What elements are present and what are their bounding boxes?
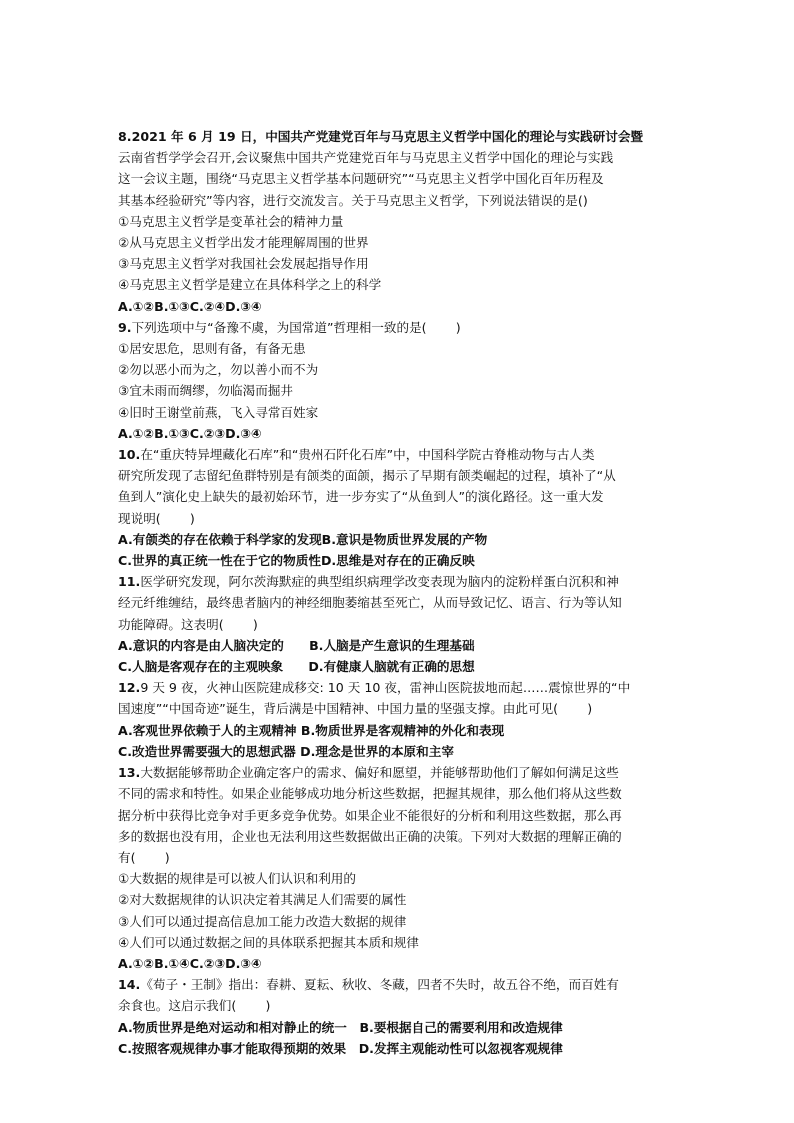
statement-item: ③马克思主义哲学对我国社会发展起指导作用 [118, 256, 369, 272]
question-number: 13. [118, 765, 141, 781]
question-8 [118, 126, 684, 317]
question-stem-line: 其基本经验研究”等内容，进行交流发言。关于马克思主义哲学，下列说法错误的是() [118, 192, 588, 208]
question-12 [118, 677, 684, 762]
option-row [118, 656, 684, 677]
question-13 [118, 762, 684, 974]
question-stem: 10.在“重庆特异埋藏化石库”和“贵州石阡化石库”中，中国科学院古脊椎动物与古人类 [118, 447, 595, 463]
option-c: C.按照客观规律办事才能取得预期的效果 [118, 1040, 347, 1056]
question-number: 11. [118, 574, 141, 590]
option-b: B.物质世界是客观精神的外化和表现 [300, 722, 505, 738]
question-stem-line: 功能障碍。这表明( ) [118, 616, 258, 632]
answer-choices: A.①②B.①③C.②④D.③④ [118, 298, 262, 314]
answer-choices: A.①②B.①③C.②③D.③④ [118, 425, 262, 441]
question-stem: 8.2021 年 6 月 19 日，中国共产党建党百年与马克思主义哲学中国化的理论与实践研讨会暨 [118, 129, 644, 144]
option-row [118, 741, 684, 762]
option-a: A.意识的内容是由人脑决定的 [118, 637, 284, 653]
option-b: B.意识是物质世界发展的产物 [321, 531, 488, 547]
statement-item: ②从马克思主义哲学出发才能理解周围的世界 [118, 235, 369, 251]
statement-item: ③人们可以通过提高信息加工能力改造大数据的规律 [118, 913, 407, 929]
question-stem: 14.《荀子・王制》指出：春耕、夏耘、秋收、冬藏，四者不失时，故五谷不绝，而百姓有 [118, 977, 619, 993]
question-stem-line: 据分析中获得比竞争对手更多竞争优势。如果企业不能很好的分析和利用这些数据，那么再 [118, 807, 622, 823]
question-10 [118, 444, 684, 571]
question-number: 9. [118, 319, 132, 335]
question-stem-line: 经元纤维缠结，最终患者脑内的神经细胞萎缩甚至死亡，从而导致记忆、语言、行为等认知 [118, 595, 622, 611]
statement-item: ④人们可以通过数据之间的具体联系把握其本质和规律 [118, 934, 419, 950]
question-stem: 11.医学研究发现，阿尔茨海默症的典型组织病理学改变表现为脑内的淀粉样蛋白沉积和神 [118, 574, 619, 590]
option-d: D.有健康人脑就有正确的思想 [308, 659, 475, 675]
statement-item: ②对大数据规律的认识决定着其满足人们需要的属性 [118, 892, 407, 908]
question-number: 10. [118, 447, 141, 463]
option-row [118, 1017, 684, 1038]
question-number: 14. [118, 977, 141, 993]
question-14 [118, 974, 684, 1059]
statement-item: ①居安思危，思则有备，有备无患 [118, 341, 306, 357]
option-a: A.有颌类的存在依赖于科学家的发现 [118, 531, 322, 547]
option-c: C.改造世界需要强大的思想武器 [118, 743, 296, 759]
question-stem-line: 鱼到人”演化史上缺失的最初始环节，进一步夯实了“从鱼到人”的演化路径。这一重大发 [118, 489, 604, 505]
answer-choices: A.①②B.①④C.②③D.③④ [118, 955, 262, 971]
option-row [118, 550, 684, 571]
question-stem-line: 研究所发现了志留纪鱼群特别是有颌类的面颌，揭示了早期有颌类崛起的过程，填补了“从 [118, 468, 616, 484]
exam-page [118, 126, 684, 1059]
option-b: B.人脑是产生意识的生理基础 [309, 637, 475, 653]
option-a: A.客观世界依赖于人的主观精神 [118, 722, 297, 738]
statement-item: ②勿以恶小而为之，勿以善小而不为 [118, 362, 319, 378]
question-stem-line: 国速度”“中国奇迹”诞生，背后满是中国精神、中国力量的坚强支撑。由此可见( ) [118, 701, 593, 717]
question-stem-line: 现说明( ) [118, 510, 195, 526]
option-d: D.思维是对存在的正确反映 [320, 553, 475, 569]
option-c: C.世界的真正统一性在于它的物质性 [118, 553, 321, 569]
question-11 [118, 571, 684, 677]
statement-item: ③宜未雨而绸缪，勿临渴而掘井 [118, 383, 294, 399]
question-number: 12. [118, 680, 141, 696]
question-stem-line: 余食也。这启示我们( ) [118, 998, 271, 1014]
option-a: A.物质世界是绝对运动和相对静止的统一 [118, 1019, 347, 1035]
option-row [118, 720, 684, 741]
option-c: C.人脑是客观存在的主观映象 [118, 659, 284, 675]
question-stem: 12.9 天 9 夜，火神山医院建成移交: 10 天 10 夜，雷神山医院拔地而起……震惊世界的“中 [118, 680, 631, 696]
question-stem-line: 这一会议主题，围绕“马克思主义哲学基本问题研究”“马克思主义哲学中国化百年历程及 [118, 171, 604, 187]
option-row [118, 1038, 684, 1059]
option-row [118, 635, 684, 656]
option-d: D.发挥主观能动性可以忽视客观规律 [358, 1040, 563, 1056]
question-9 [118, 317, 684, 444]
option-d: D.理念是世界的本原和主宰 [300, 743, 454, 759]
question-stem-line: 云南省哲学学会召开,会议聚焦中国共产党建党百年与马克思主义哲学中国化的理论与实践 [118, 150, 614, 166]
option-row [118, 529, 684, 550]
question-stem: 13.大数据能够帮助企业确定客户的需求、偏好和愿望，并能够帮助他们了解如何满足这些 [118, 765, 619, 781]
question-stem-line: 有( ) [118, 849, 170, 865]
question-number: 8. [118, 129, 132, 144]
statement-item: ①大数据的规律是可以被人们认识和利用的 [118, 871, 356, 887]
question-stem-line: 不同的需求和特性。如果企业能够成功地分析这些数据，把握其规律，那么他们将从这些数 [118, 786, 622, 802]
question-stem-line: 多的数据也没有用，企业也无法利用这些数据做出正确的决策。下列对大数据的理解正确的 [118, 828, 622, 844]
question-stem: 9.下列选项中与“备豫不虞，为国常道”哲理相一致的是( ) [118, 319, 461, 335]
statement-item: ④旧时王谢堂前燕，飞入寻常百姓家 [118, 404, 319, 420]
option-b: B.要根据自己的需要利用和改造规律 [359, 1019, 563, 1035]
statement-item: ①马克思主义哲学是变革社会的精神力量 [118, 213, 344, 229]
statement-item: ④马克思主义哲学是建立在具体科学之上的科学 [118, 277, 382, 293]
